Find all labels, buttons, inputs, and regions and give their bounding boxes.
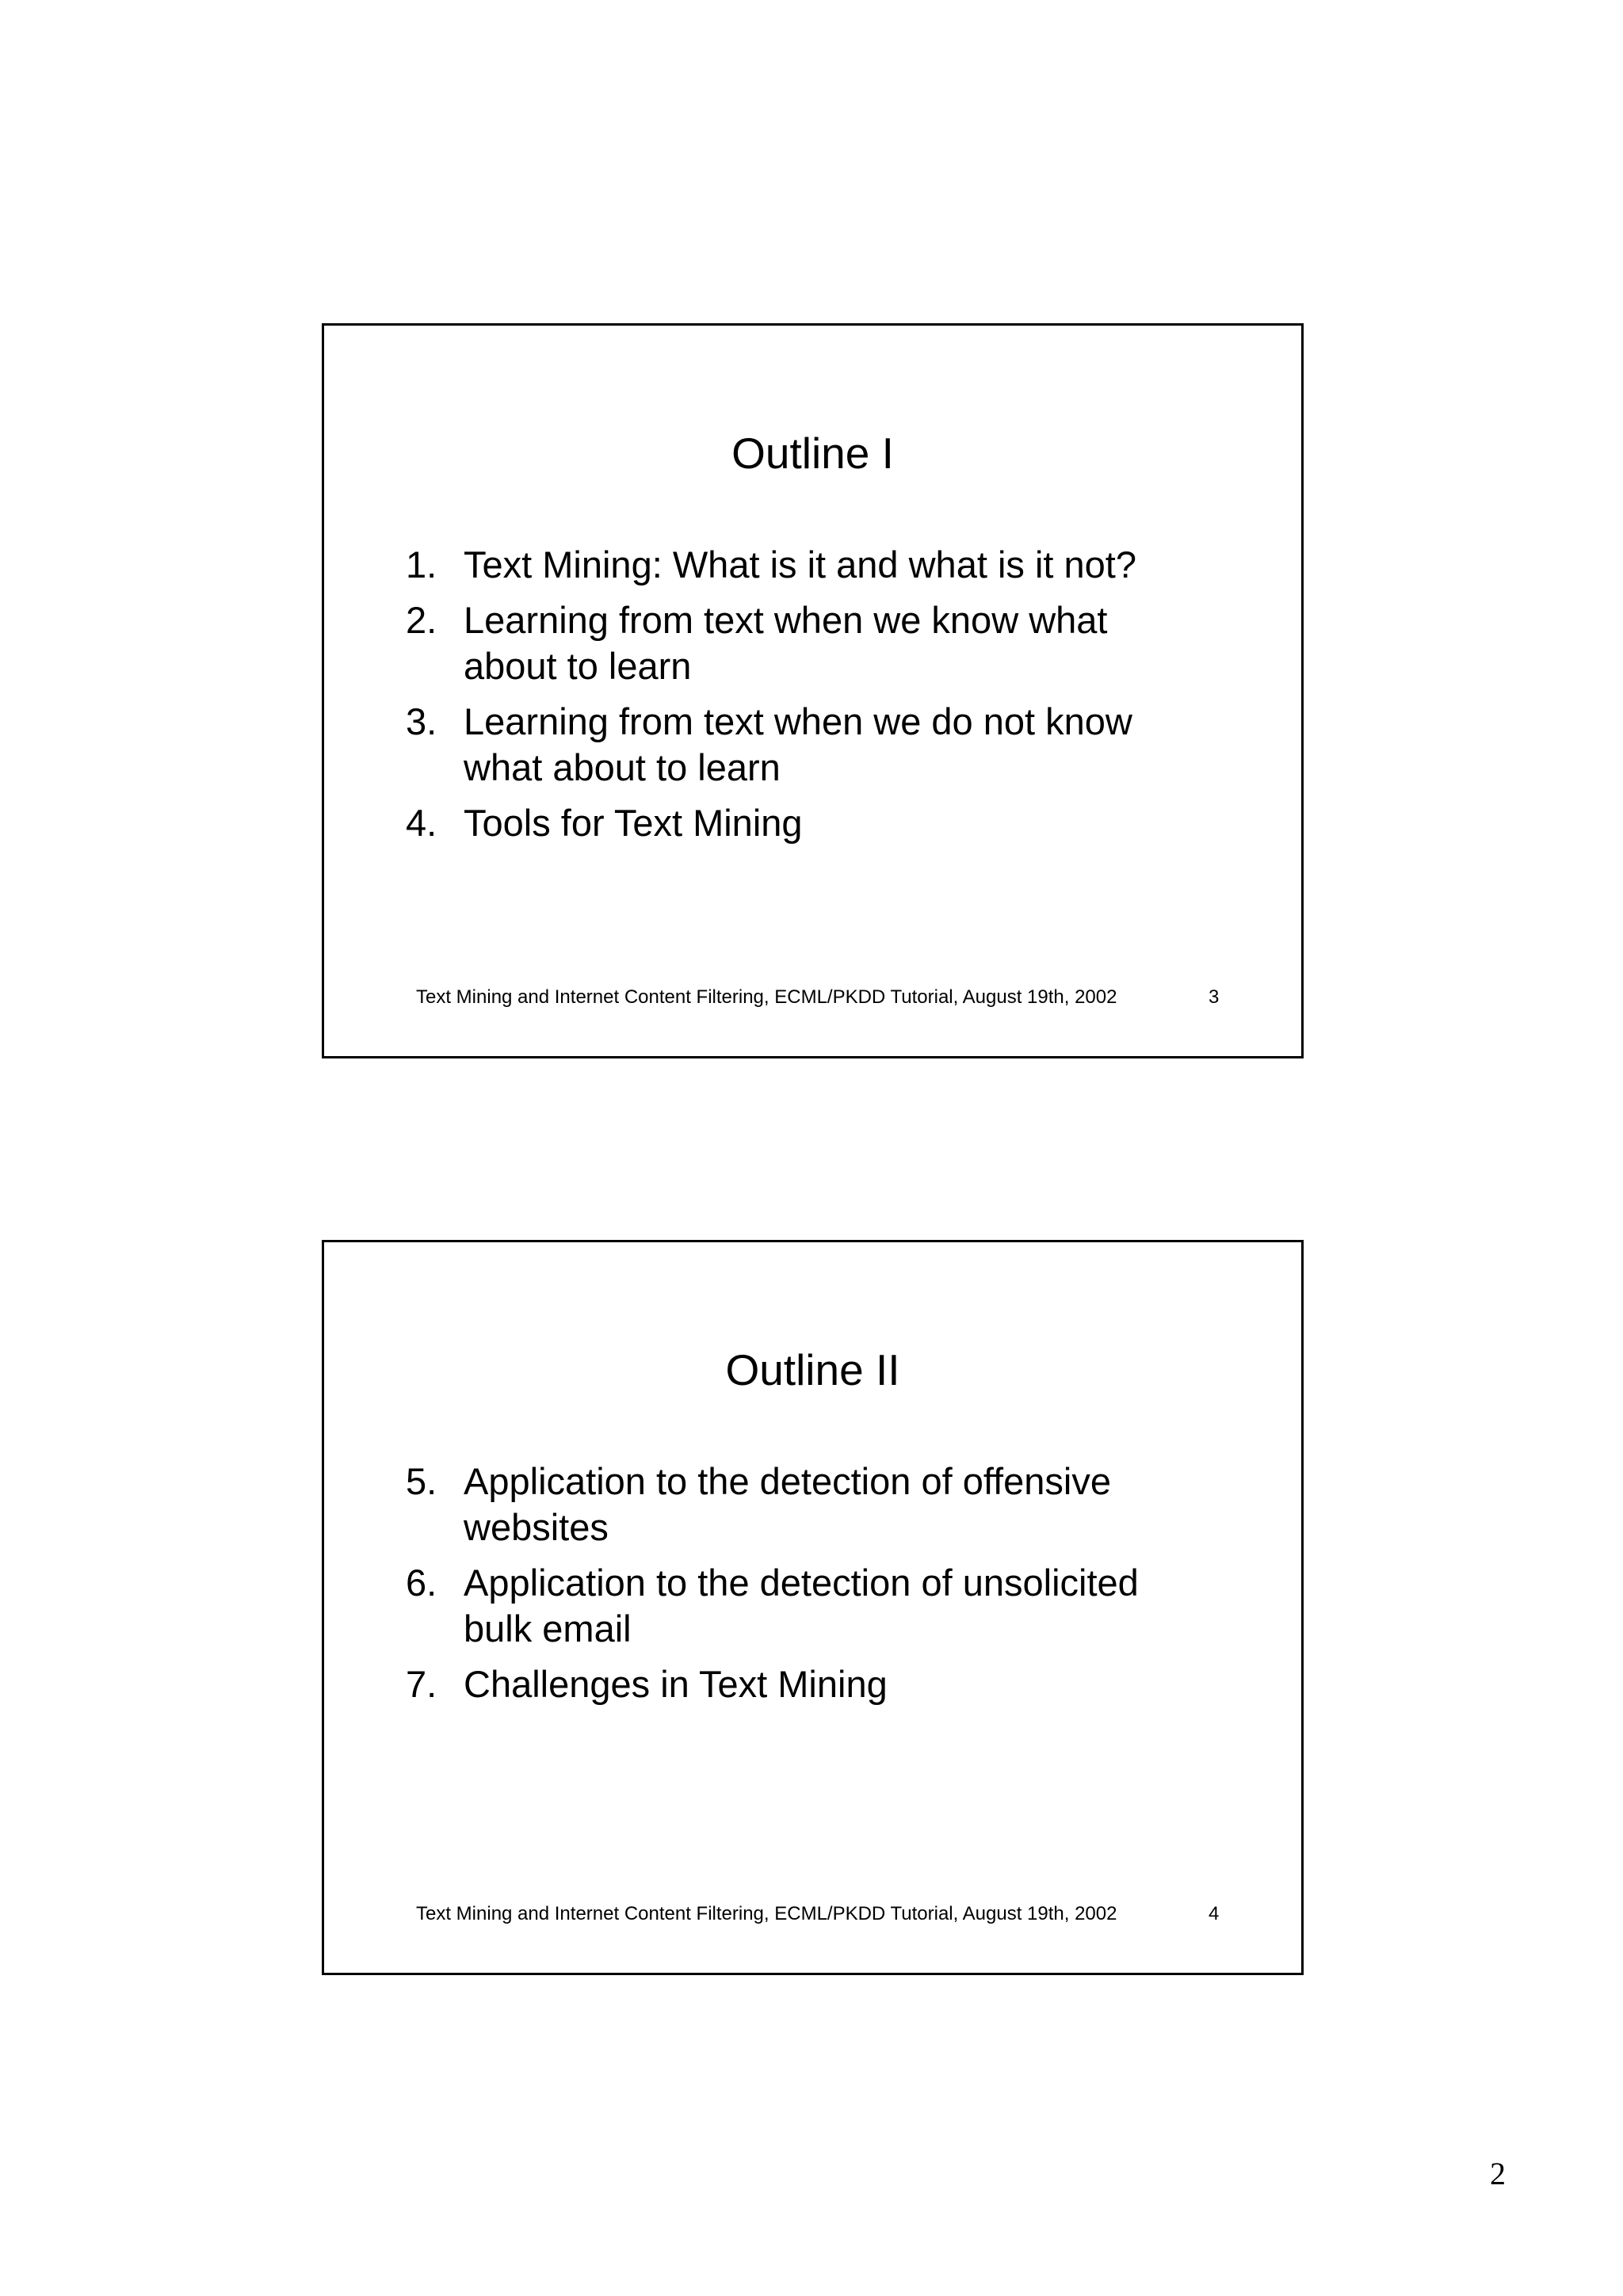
list-item bbox=[406, 1661, 1222, 1707]
slide-outline-1 bbox=[322, 323, 1304, 1058]
item-number: 4. bbox=[406, 802, 437, 844]
slide-title: Outline II bbox=[725, 1345, 900, 1394]
footer-text: Text Mining and Internet Content Filtering, ECML/PKDD Tutorial, August 19th, 2002 bbox=[416, 1903, 1117, 1924]
outline-list bbox=[406, 542, 1222, 856]
item-number: 1. bbox=[406, 543, 437, 585]
outline-list bbox=[406, 1459, 1222, 1717]
page-number: 2 bbox=[1490, 2156, 1506, 2191]
item-text: Application to the detection of unsolicited bulk email bbox=[464, 1562, 1139, 1650]
item-text: Text Mining: What is it and what is it not? bbox=[464, 543, 1136, 585]
slide-outline-2 bbox=[322, 1240, 1304, 1975]
item-number: 2. bbox=[406, 599, 437, 641]
slide-number: 3 bbox=[1209, 986, 1220, 1008]
list-item bbox=[406, 800, 1222, 846]
list-item bbox=[406, 542, 1222, 588]
slide-title: Outline I bbox=[731, 429, 894, 478]
footer-text: Text Mining and Internet Content Filtering, ECML/PKDD Tutorial, August 19th, 2002 bbox=[416, 986, 1117, 1008]
item-text: Learning from text when we know what about to learn bbox=[464, 599, 1108, 687]
item-text: Tools for Text Mining bbox=[464, 802, 803, 844]
list-item bbox=[406, 699, 1222, 791]
item-number: 6. bbox=[406, 1562, 437, 1604]
list-item bbox=[406, 1560, 1222, 1652]
list-item bbox=[406, 1459, 1222, 1550]
item-number: 7. bbox=[406, 1663, 437, 1705]
item-text: Learning from text when we do not know what about to learn bbox=[464, 700, 1132, 788]
item-number: 3. bbox=[406, 700, 437, 742]
item-text: Application to the detection of offensive websites bbox=[464, 1460, 1111, 1548]
item-text: Challenges in Text Mining bbox=[464, 1663, 888, 1705]
slide-number: 4 bbox=[1209, 1903, 1220, 1924]
item-number: 5. bbox=[406, 1460, 437, 1502]
list-item bbox=[406, 597, 1222, 689]
